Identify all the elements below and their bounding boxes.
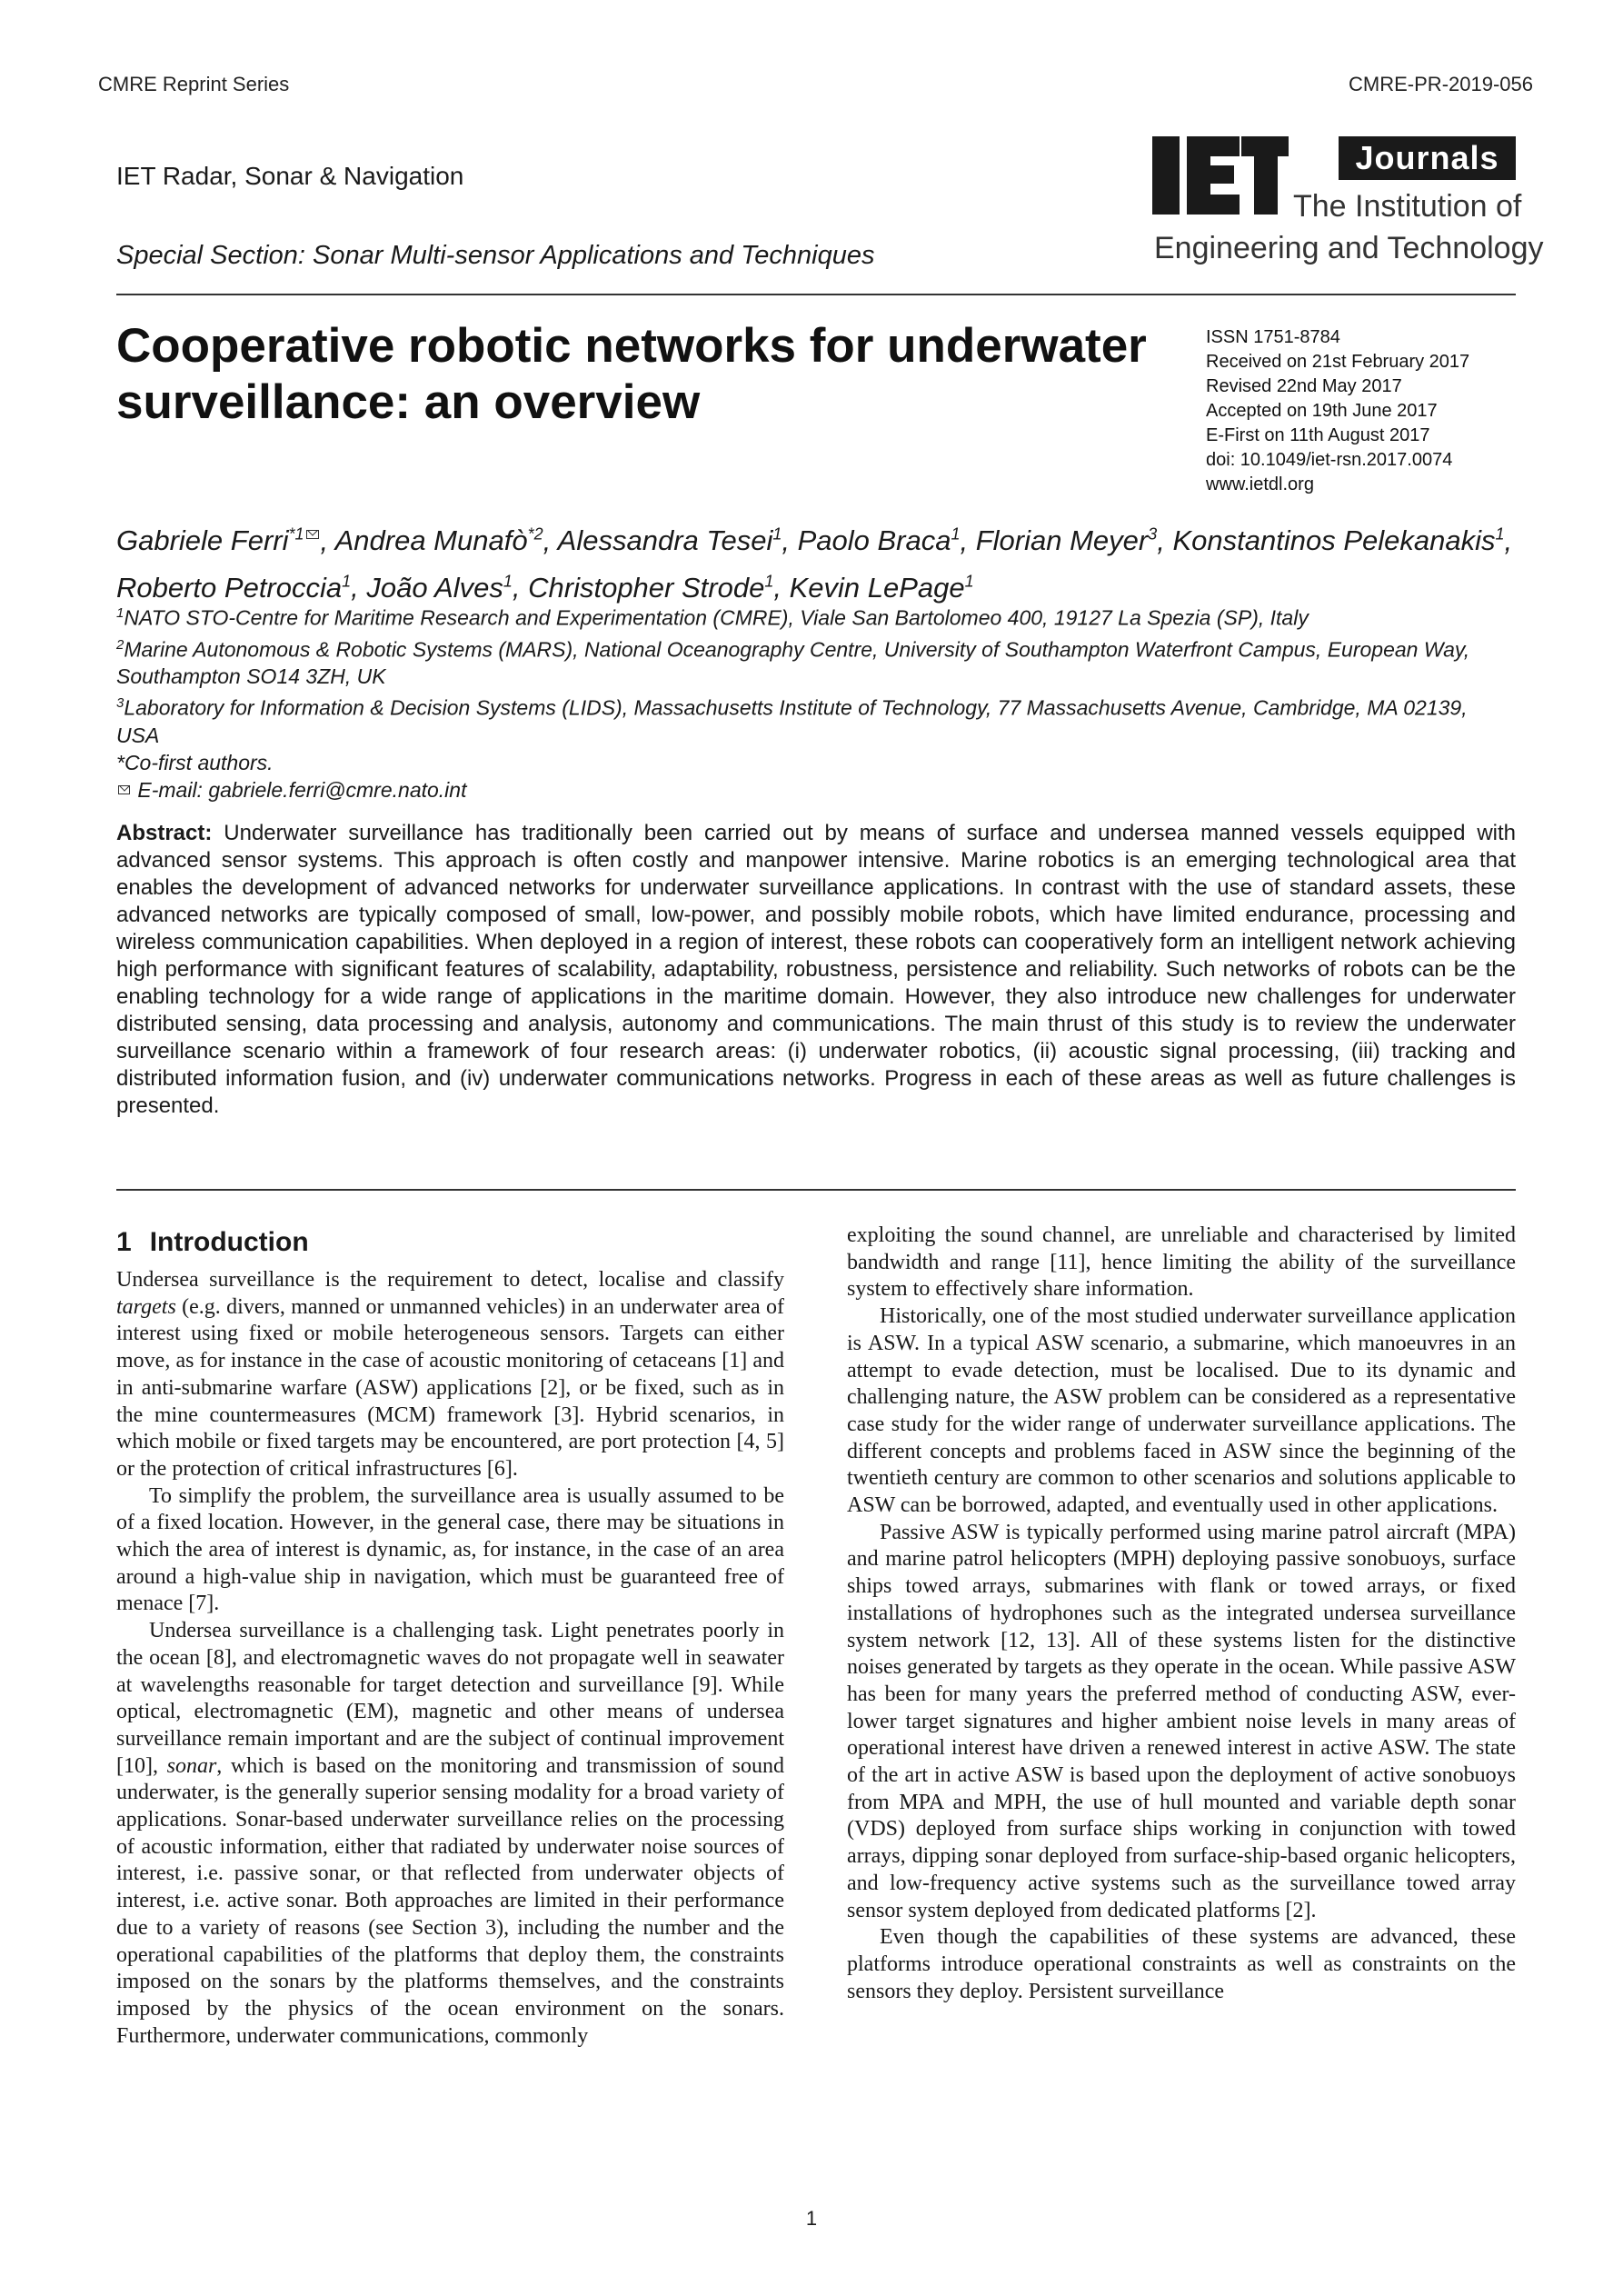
author: Kevin LePage$^1$	[789, 571, 974, 604]
special-section: Special Section: Sonar Multi-sensor Applications and Techniques	[116, 241, 875, 270]
affiliations	[116, 600, 1516, 804]
abstract	[116, 820, 1516, 1120]
paragraph: Undersea surveillance is a challenging task. Light penetrates poorly in the ocean [8], and electromagnetic waves do not propagate well in seawater at wavelengths reasonable for target detection and surveillance [9]. While optical, electromagnetic (EM), magnetic and other means of undersea surveillance remain important and are the subject of continual improvement [10], sonar, which is based on the monitoring and transmission of sound underwater, is the generally superior sensing modality for a broad variety of applications. Sonar-based underwater surveillance relies on the processing of acoustic information, either that radiated by underwater noise sources of interest, i.e. passive sonar, or that reflected from underwater objects of interest, i.e. active sonar. Both approaches are limited in their performance due to a variety of reasons (see Section 3), including the number and the operational capabilities of the platforms that deploy them, the constraints imposed on the sonars by the platforms themselves, and the constraints imposed by the physics of the ocean environment on the sonars. Furthermore, underwater communications, commonly	[116, 1619, 785, 2048]
running-header-right: CMRE-PR-2019-056	[1349, 73, 1533, 95]
running-header-left: CMRE Reprint Series	[98, 73, 290, 95]
right-column	[847, 1223, 1516, 2005]
author: Paolo Braca$^1$	[797, 524, 961, 557]
website-link[interactable]: www.ietdl.org	[1206, 474, 1314, 494]
affiliation-list	[116, 600, 1516, 749]
paragraph: Historically, one of the most studied underwater surveillance application is ASW. In a typical ASW scenario, a submarine, which manoeuvres in an attempt to evade detection, must be localised. Due to its dynamic and challenging nature, the ASW problem can be considered as a representative case study for the wider range of underwater surveillance applications. The different concepts and problems faced in ASW since the beginning of the twentieth century are common to other scenarios and solutions applicable to ASW can be borrowed, adapted, and eventually used in other applications.	[847, 1304, 1516, 1518]
abstract-divider	[116, 1189, 1516, 1191]
received-date: Received on 21st February 2017	[1206, 352, 1470, 372]
accepted-date: Accepted on 19th June 2017	[1206, 401, 1438, 421]
author: Alessandra Tesei$^1$	[557, 524, 782, 557]
email-icon	[306, 530, 319, 539]
paragraph: Passive ASW is typically performed using marine patrol aircraft (MPA) and marine patrol helicopters (MPH) deploying passive sonobuoys, surface ships towed arrays, submarines with flank or towed arrays, or fixed installations of hydrophones such as the integrated undersea surveillance system network [12, 13]. All of these systems listen for the distinctive noises generated by targets as they operate in the ocean. While passive ASW has been for many years the preferred method of conducting ASW, ever-lower target signatures and higher ambient noise levels in many areas of operational interest have driven a renewed interest in active ASW. The state of the art in active ASW is based upon the deployment of active sonobuoys from MPA and MPH, the use of hull mounted and variable depth sonar (VDS) deployed from surface ships working in conjunction with towed arrays, dipping sonar deployed from surface-ship-based organic helicopters, and low-frequency active systems such as the surveillance towed array sensor system deployed from dedicated platforms [2].	[847, 1520, 1516, 1922]
paragraph: To simplify the problem, the surveillance area is usually assumed to be of a fixed location. However, in the general case, there may be situations in which the area of interest is dynamic, as, for instance, in the case of an area around a high-value ship in navigation, which must be guaranteed free of menace [7].	[116, 1483, 784, 1616]
affiliation: $^1$NATO STO-Centre for Maritime Research and Experimentation (CMRE), Viale San Bartolomeo 400, 19127 La Spezia (SP), Italy	[116, 605, 1309, 630]
paragraph: exploiting the sound channel, are unreliable and characterised by limited bandwidth and range [11], hence limiting the ability of the surveillance system to effectively share information.	[847, 1223, 1516, 1302]
section-number: 1	[116, 1227, 132, 1257]
issn: ISSN 1751-8784	[1206, 327, 1340, 347]
affiliation: $^2$Marine Autonomous & Robotic Systems (MARS), National Oceanography Centre, University of Southampton Waterfront Campus, European Way, Southampton SO14 3ZH, UK	[116, 636, 1470, 689]
author: João Alves$^1$	[366, 571, 513, 604]
email-address[interactable]: E-mail: gabriele.ferri@cmre.nato.int	[137, 777, 467, 802]
journal-name: IET Radar, Sonar & Navigation	[116, 162, 464, 190]
page-number: 1	[805, 2207, 818, 2230]
cofirst-note: *Co-first authors.	[116, 750, 274, 774]
efirst-date: E-First on 11th August 2017	[1206, 425, 1430, 445]
section-heading	[116, 1227, 309, 1258]
author: Florian Meyer$^3$	[975, 524, 1158, 557]
paper-title: Cooperative robotic networks for underwater surveillance: an overview	[116, 319, 1147, 429]
author-list: Gabriele Ferri$^{*1}$ , Andrea Munafò$^{*2}$, Alessandra Tesei$^1$, Paolo Braca$^1$, Florian Meyer$^3$, Konstantinos Pelekanakis$^1$, Roberto Petroccia$^1$, João Alves$^1$, Christopher Strode$^1$, Kevin LePage$^1$	[116, 524, 1513, 604]
article-metadata	[1206, 325, 1469, 497]
institution-line-2: Engineering and Technology	[1154, 231, 1544, 265]
revised-date: Revised 22nd May 2017	[1206, 376, 1402, 396]
abstract-label: Abstract:	[116, 821, 213, 845]
paragraph: Undersea surveillance is the requirement to detect, localise and classify targets (e.g. divers, manned or unmanned vehicles) in an underwater area of interest using fixed or mobile heterogeneous sensors. Targets can either move, as for instance in the case of acoustic monitoring of cetaceans [1] and in anti-submarine warfare (ASW) applications [2], or be fixed, such as in the mine countermeasures (MCM) framework [3]. Hybrid scenarios, in which mobile or fixed targets may be encountered, are port protection [4, 5] or the protection of critical infrastructures [6].	[116, 1268, 784, 1481]
author: Gabriele Ferri$^{*1}$	[116, 524, 321, 556]
author: Christopher Strode$^1$	[528, 571, 774, 604]
abstract-text: Underwater surveillance has traditionally been carried out by means of surface and undersea manned vessels equipped with advanced sensor systems. This approach is often costly and manpower intensive. Marine robotics is an emerging technological area that enables the development of advanced networks for underwater surveillance applications. In contrast with the use of standard assets, these advanced networks are typically composed of small, low-power, and possibly mobile robots, which have limited endurance, processing and wireless communication capabilities. When deployed in a region of interest, these robots can cooperatively form an intelligent network achieving high performance with significant features of scalability, adaptability, robustness, persistence and reliability. Such networks of robots can be the enabling technology for a wide range of applications in the maritime domain. However, they also introduce new challenges for underwater distributed sensing, data processing and analysis, autonomy and communications. The main thrust of this study is to review the underwater surveillance scenario within a framework of four research areas: (i) underwater robotics, (ii) acoustic signal processing, (iii) tracking and distributed information fusion, and (iv) underwater communications networks. Progress in each of these areas as well as future challenges is presented.	[116, 821, 1516, 1118]
author: Konstantinos Pelekanakis$^1$	[1172, 524, 1505, 557]
iet-logo	[1152, 133, 1544, 269]
doi[interactable]: doi: 10.1049/iet-rsn.2017.0074	[1206, 450, 1453, 470]
affiliation: $^3$Laboratory for Information & Decision Systems (LIDS), Massachusetts Institute of Technology, 77 Massachusetts Avenue, Cambridge, MA 02139, USA	[116, 695, 1468, 747]
section-title: Introduction	[149, 1227, 309, 1257]
iet-mark-icon	[1152, 133, 1289, 218]
journals-badge: Journals	[1339, 136, 1516, 180]
institution-line-1: The Institution of	[1293, 189, 1522, 224]
left-column	[116, 1267, 784, 2050]
author: Roberto Petroccia$^1$	[116, 571, 352, 604]
paragraph: Even though the capabilities of these systems are advanced, these platforms introduce operational constraints as well as constraints on the sensors they deploy. Persistent surveillance	[847, 1925, 1516, 2003]
header-divider	[116, 294, 1516, 295]
email-line	[116, 776, 1516, 804]
author: Andrea Munafò$^{*2}$	[334, 524, 543, 557]
email-icon	[118, 785, 130, 794]
